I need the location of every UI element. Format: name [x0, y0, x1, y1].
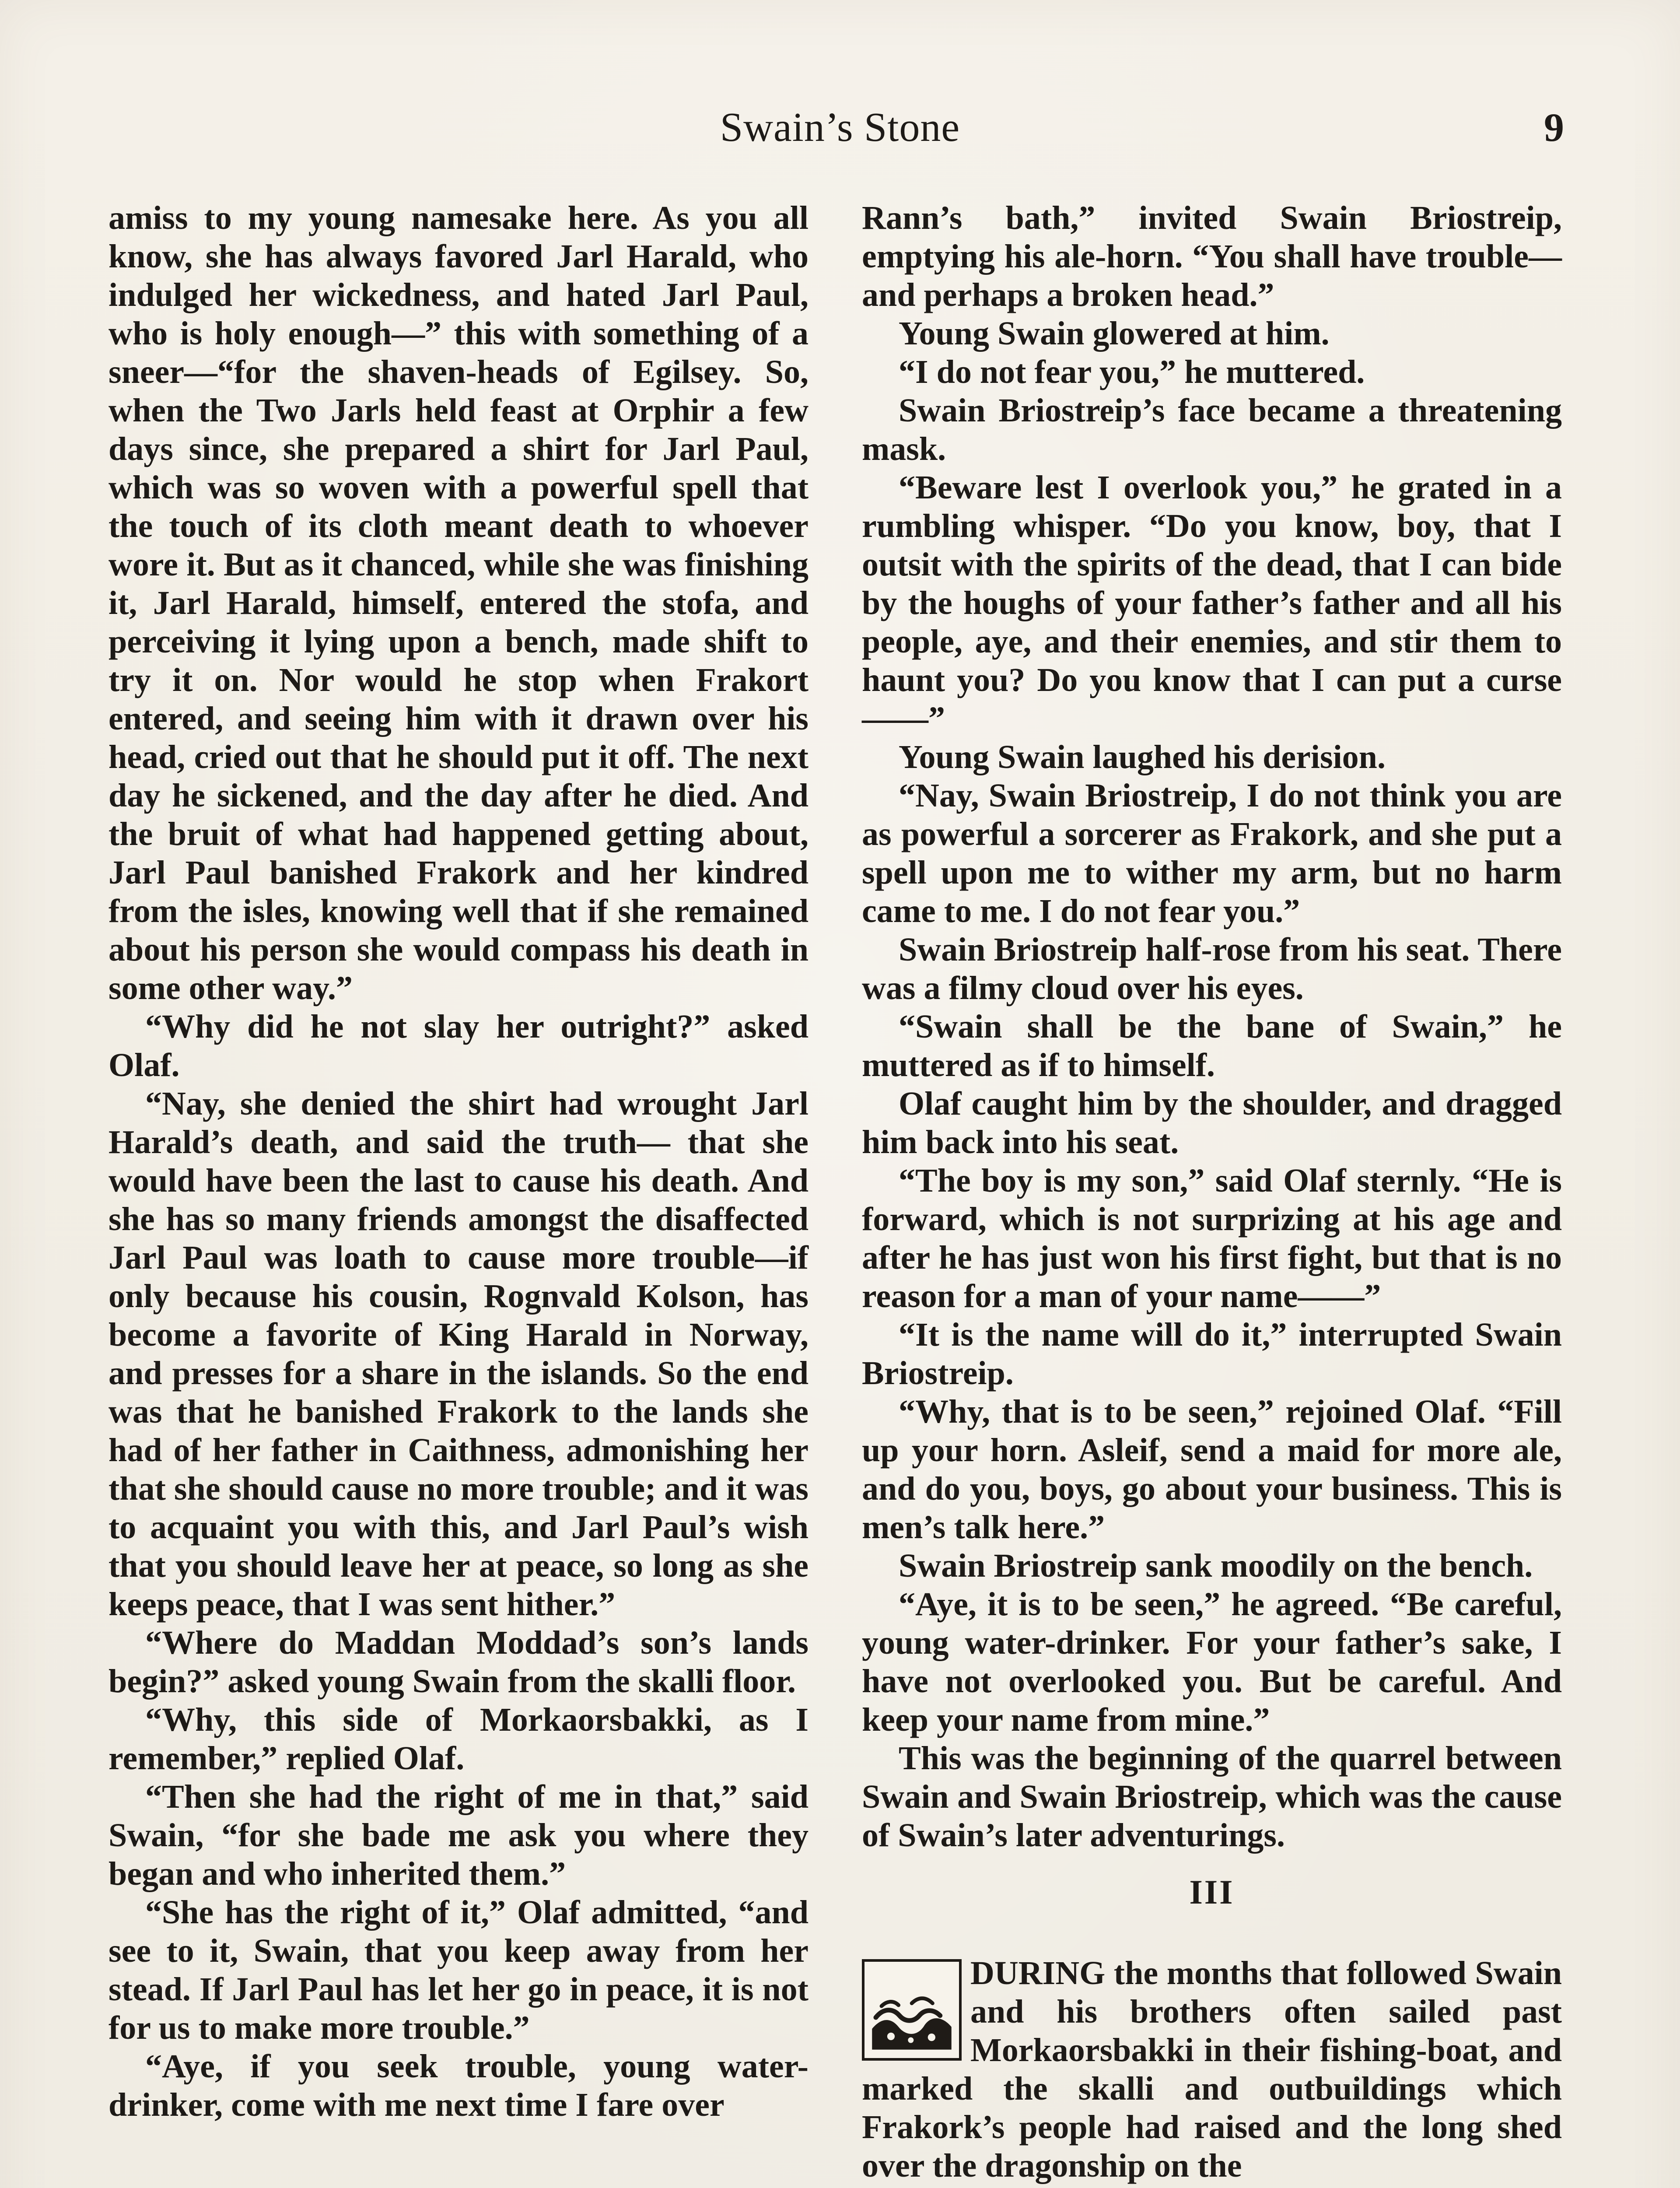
paragraph: “Why, that is to be seen,” rejoined Olaf. “Fill up your horn. Asleif, send a maid for more ale, and do you, boys, go about your business. This is men’s talk here.” — [862, 1393, 1562, 1546]
section-opening-paragraph — [862, 1954, 1562, 2185]
paragraph: “Where do Maddan Moddad’s son’s lands begin?” asked young Swain from the skalli floor. — [108, 1624, 808, 1700]
paragraph: “Aye, it is to be seen,” he agreed. “Be careful, young water-drinker. For your father’s sake, I have not overlooked you. But be careful. And keep your name from mine.” — [862, 1586, 1562, 1738]
paragraph: “The boy is my son,” said Olaf sternly. “He is forward, which is not surprizing at his age and after he has just won his first fight, but that is no reason for a man of your name——” — [862, 1162, 1562, 1315]
paragraph: “I do not fear you,” he muttered. — [899, 354, 1365, 390]
paragraph: Swain Briostreip sank moodily on the bench. — [899, 1547, 1533, 1584]
paragraph: “Then she had the right of me in that,” said Swain, “for she bade me ask you where they began and who inherited them.” — [108, 1778, 808, 1892]
paragraph: “Aye, if you seek trouble, young water-drinker, come with me next time I fare over — [108, 2048, 808, 2123]
paragraph: amiss to my young namesake here. As you all know, she has always favored Jarl Harald, who indulged her wickedness, and hated Jarl Paul, who is holy enough—” this with something of a sneer—“for the shaven-heads of Egilsey. So, when the Two Jarls held feast at Orphir a few days since, she prepared a shirt for Jarl Paul, which was so woven with a powerful spell that the touch of its cloth meant death to whoever wore it. But as it chanced, while she was finishing it, Jarl Harald, himself, entered the stofa, and perceiving it lying upon a bench, made shift to try it on. Nor would he stop when Frakort entered, and seeing him with it drawn over his head, cried out that he should put it off. The next day he sickened, and the day after he died. And the bruit of what had happened getting about, Jarl Paul banished Frakork and her kindred from the isles, knowing well that if she remained about his person she would compass his death in some other way.” — [108, 200, 808, 1006]
paragraph: “Swain shall be the bane of Swain,” he muttered as if to himself. — [862, 1008, 1562, 1083]
paragraph: “Why, this side of Morkaorsbakki, as I remember,” replied Olaf. — [108, 1701, 808, 1777]
paragraph: This was the beginning of the quarrel between Swain and Swain Briostreip, which was the cause of Swain’s later adventurings. — [862, 1740, 1562, 1854]
left-column — [108, 199, 808, 2124]
paragraph: “It is the name will do it,” interrupted Swain Briostreip. — [862, 1316, 1562, 1392]
waves-icon — [862, 1959, 962, 2061]
paragraph: Swain Briostreip half-rose from his seat. There was a filmy cloud over his eyes. — [862, 931, 1562, 1006]
paragraph: “Why did he not slay her outright?” asked Olaf. — [108, 1008, 808, 1083]
paragraph: “Beware lest I overlook you,” he grated in a rumbling whisper. “Do you know, boy, that I outsit with the spirits of the dead, that I can bide by the houghs of your father’s father and all his people, aye, and their enemies, and stir them to haunt you? Do you know that I can put a curse——” — [862, 469, 1562, 737]
running-head — [0, 99, 1680, 165]
paragraph: Swain Briostreip’s face became a threatening mask. — [862, 392, 1562, 467]
paragraph: Rann’s bath,” invited Swain Briostreip, emptying his ale-horn. “You shall have trouble—and perhaps a broken head.” — [862, 200, 1562, 313]
paragraph: Olaf caught him by the shoulder, and dragged him back into his seat. — [862, 1085, 1562, 1161]
paragraph: “Nay, she denied the shirt had wrought Jarl Harald’s death, and said the truth— that she would have been the last to cause his death. And she has so many friends amongst the disaffected Jarl Paul was loath to cause more trouble—if only because his cousin, Rognvald Kolson, has become a favorite of King Harald in Norway, and presses for a share in the islands. So the end was that he banished Frakork to the lands she had of her father in Caithness, admonishing her that she should cause no more trouble; and it was to acquaint you with this, and Jarl Paul’s wish that you should leave her at peace, so long as she keeps peace, that I was sent hither.” — [108, 1085, 808, 1623]
section-opening-text: DURING the months that followed Swain and his brothers often sailed past Morkaorsbakki in their fishing-boat, and marked the skalli and outbuildings which Frakork’s people had raised and the long shed over the dragonship on the — [862, 1955, 1562, 2184]
paragraph: Young Swain laughed his derision. — [899, 739, 1386, 775]
running-title: Swain’s Stone — [720, 105, 960, 150]
paragraph: Young Swain glowered at him. — [899, 315, 1330, 352]
right-column — [862, 199, 1562, 2185]
paragraph: “She has the right of it,” Olaf admitted, “and see to it, Swain, that you keep away from her stead. If Jarl Paul has let her go in peace, it is not for us to make more trouble.” — [108, 1894, 808, 2046]
page-number: 9 — [1544, 105, 1564, 150]
section-number: III — [1189, 1873, 1235, 1911]
paragraph: “Nay, Swain Briostreip, I do not think you are as powerful a sorcerer as Frakork, and she put a spell upon me to wither my arm, but no harm came to me. I do not fear you.” — [862, 777, 1562, 929]
